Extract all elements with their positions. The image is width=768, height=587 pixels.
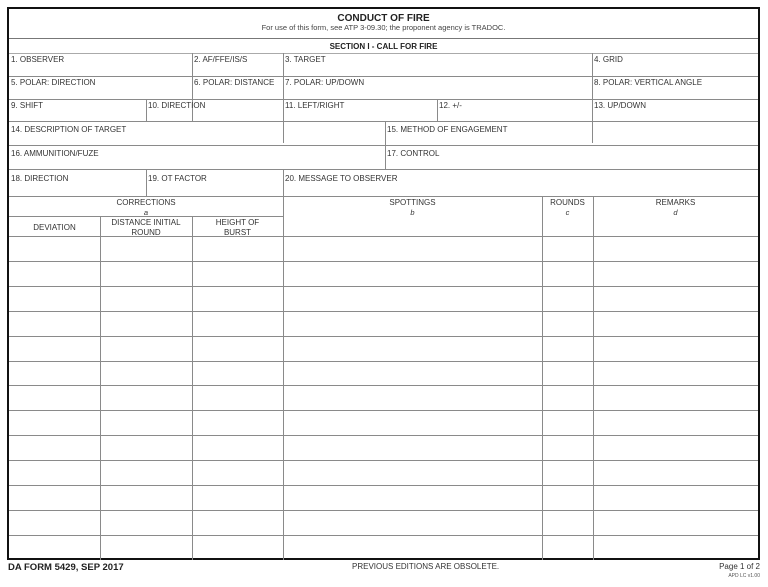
spottings-cell[interactable] xyxy=(283,510,542,535)
height-of-burst-cell[interactable] xyxy=(192,460,283,485)
method-of-engagement-field[interactable] xyxy=(385,121,758,145)
message-to-observer-field[interactable] xyxy=(283,169,758,196)
ot-factor-field[interactable] xyxy=(146,169,283,196)
table-row xyxy=(9,460,758,485)
rounds-cell[interactable] xyxy=(542,261,593,286)
spottings-cell[interactable] xyxy=(283,460,542,485)
spottings-label: SPOTTINGS xyxy=(389,198,436,207)
distance-cell[interactable] xyxy=(100,435,192,460)
deviation-cell[interactable] xyxy=(9,485,100,510)
up-down-label: 13. UP/DOWN xyxy=(594,101,647,110)
distance-cell[interactable] xyxy=(100,336,192,361)
deviation-cell[interactable] xyxy=(9,510,100,535)
shift-field[interactable] xyxy=(9,99,146,121)
deviation-cell[interactable] xyxy=(9,336,100,361)
control-label: 17. CONTROL xyxy=(387,149,440,158)
polar-updown-label: 7. POLAR: UP/DOWN xyxy=(285,78,365,87)
distance-cell[interactable] xyxy=(100,535,192,560)
polar-distance-field[interactable] xyxy=(192,76,283,99)
spottings-cell[interactable] xyxy=(283,485,542,510)
plus-minus-field[interactable] xyxy=(437,99,592,121)
af-ffe-field[interactable] xyxy=(192,53,283,76)
divider xyxy=(9,196,758,197)
table-row xyxy=(9,336,758,361)
distance-cell[interactable] xyxy=(100,311,192,336)
polar-updown-field[interactable] xyxy=(283,76,592,99)
distance-cell[interactable] xyxy=(100,361,192,386)
deviation-cell[interactable] xyxy=(9,535,100,560)
distance-cell[interactable] xyxy=(100,261,192,286)
polar-vertical-angle-label: 8. POLAR: VERTICAL ANGLE xyxy=(594,78,703,87)
table-row xyxy=(9,311,758,336)
ammunition-fuze-field[interactable] xyxy=(9,145,385,169)
height-of-burst-cell[interactable] xyxy=(192,385,283,410)
spottings-cell[interactable] xyxy=(283,236,542,261)
distance-header-line1: DISTANCE INITIAL xyxy=(111,218,181,227)
spottings-cell[interactable] xyxy=(283,336,542,361)
remarks-cell[interactable] xyxy=(593,385,758,410)
table-row xyxy=(9,236,758,261)
deviation-cell[interactable] xyxy=(9,385,100,410)
deviation-cell[interactable] xyxy=(9,435,100,460)
distance-cell[interactable] xyxy=(100,460,192,485)
height-of-burst-cell[interactable] xyxy=(192,535,283,560)
af-ffe-label: 2. AF/FFE/IS/S xyxy=(194,55,248,64)
conduct-of-fire-form xyxy=(7,7,760,560)
rounds-cell[interactable] xyxy=(542,535,593,560)
distance-cell[interactable] xyxy=(100,236,192,261)
spottings-cell[interactable] xyxy=(283,535,542,560)
spottings-cell[interactable] xyxy=(283,385,542,410)
height-of-burst-cell[interactable] xyxy=(192,361,283,386)
distance-cell[interactable] xyxy=(100,510,192,535)
table-row xyxy=(9,485,758,510)
table-row xyxy=(9,510,758,535)
ammunition-fuze-label: 16. AMMUNITION/FUZE xyxy=(11,149,99,158)
spottings-cell[interactable] xyxy=(283,311,542,336)
direction-label: 10. DIRECTION xyxy=(148,101,206,110)
up-down-field[interactable] xyxy=(592,99,758,121)
grid-label: 4. GRID xyxy=(594,55,623,64)
table-row xyxy=(9,361,758,386)
target-label: 3. TARGET xyxy=(285,55,326,64)
distance-cell[interactable] xyxy=(100,485,192,510)
spottings-header xyxy=(283,198,542,218)
remarks-cell[interactable] xyxy=(593,236,758,261)
table-row xyxy=(9,435,758,460)
hob-header-line2: BURST xyxy=(223,228,252,237)
height-of-burst-cell[interactable] xyxy=(192,410,283,435)
remarks-cell[interactable] xyxy=(593,510,758,535)
rounds-cell[interactable] xyxy=(542,236,593,261)
remarks-cell[interactable] xyxy=(593,261,758,286)
polar-vertical-angle-field[interactable] xyxy=(592,76,758,99)
rounds-cell[interactable] xyxy=(542,410,593,435)
height-of-burst-cell[interactable] xyxy=(192,336,283,361)
corrections-header xyxy=(9,198,283,218)
spottings-cell[interactable] xyxy=(283,410,542,435)
remarks-cell[interactable] xyxy=(593,435,758,460)
deviation-cell[interactable] xyxy=(9,361,100,386)
divider xyxy=(9,38,758,39)
direction-18-label: 18. DIRECTION xyxy=(11,174,69,183)
form-id: DA FORM 5429, SEP 2017 xyxy=(8,562,124,573)
polar-direction-field[interactable] xyxy=(9,76,192,99)
rounds-cell[interactable] xyxy=(542,435,593,460)
plus-minus-label: 12. +/- xyxy=(439,101,462,110)
direction-18-field[interactable] xyxy=(9,169,146,196)
polar-direction-label: 5. POLAR: DIRECTION xyxy=(11,78,96,87)
table-row xyxy=(9,385,758,410)
remarks-cell[interactable] xyxy=(593,485,758,510)
ot-factor-label: 19. OT FACTOR xyxy=(148,174,207,183)
remarks-cell[interactable] xyxy=(593,535,758,560)
deviation-cell[interactable] xyxy=(9,286,100,311)
height-of-burst-cell[interactable] xyxy=(192,286,283,311)
deviation-cell[interactable] xyxy=(9,236,100,261)
version: APD LC v1.00 xyxy=(728,573,760,579)
rounds-header xyxy=(542,198,593,218)
rounds-cell[interactable] xyxy=(542,485,593,510)
page-number: Page 1 of 2 xyxy=(719,562,760,571)
rounds-cell[interactable] xyxy=(542,385,593,410)
height-of-burst-cell[interactable] xyxy=(192,236,283,261)
remarks-cell[interactable] xyxy=(593,460,758,485)
height-of-burst-cell[interactable] xyxy=(192,485,283,510)
control-field[interactable] xyxy=(385,145,758,169)
distance-initial-round-header xyxy=(100,218,192,238)
spottings-cell[interactable] xyxy=(283,361,542,386)
grid-field[interactable] xyxy=(592,53,758,76)
remarks-label: REMARKS xyxy=(655,198,696,207)
height-of-burst-cell[interactable] xyxy=(192,435,283,460)
remarks-sub: d xyxy=(673,208,678,217)
remarks-cell[interactable] xyxy=(593,410,758,435)
remarks-header xyxy=(593,198,758,218)
distance-cell[interactable] xyxy=(100,410,192,435)
left-right-label: 11. LEFT/RIGHT xyxy=(285,101,345,110)
obsolete-notice: PREVIOUS EDITIONS ARE OBSOLETE. xyxy=(352,562,500,571)
rounds-label: ROUNDS xyxy=(550,198,585,207)
deviation-header: DEVIATION xyxy=(33,223,76,232)
height-of-burst-cell[interactable] xyxy=(192,261,283,286)
rounds-cell[interactable] xyxy=(542,336,593,361)
deviation-cell[interactable] xyxy=(9,460,100,485)
corrections-label: CORRECTIONS xyxy=(116,198,176,207)
height-of-burst-header xyxy=(192,218,283,238)
distance-header-line2: ROUND xyxy=(131,228,161,237)
height-of-burst-cell[interactable] xyxy=(192,311,283,336)
rounds-cell[interactable] xyxy=(542,460,593,485)
polar-distance-label: 6. POLAR: DISTANCE xyxy=(194,78,275,87)
remarks-cell[interactable] xyxy=(593,336,758,361)
spottings-cell[interactable] xyxy=(283,261,542,286)
method-of-engagement-label: 15. METHOD OF ENGAGEMENT xyxy=(387,125,508,134)
left-right-field[interactable] xyxy=(283,99,437,121)
height-of-burst-cell[interactable] xyxy=(192,510,283,535)
message-to-observer-label: 20. MESSAGE TO OBSERVER xyxy=(285,174,398,183)
target-field[interactable] xyxy=(283,53,592,76)
deviation-cell[interactable] xyxy=(9,311,100,336)
form-subtitle: For use of this form, see ATP 3-09.30; the proponent agency is TRADOC. xyxy=(261,23,506,32)
rounds-sub: c xyxy=(565,208,570,217)
hob-header-line1: HEIGHT OF xyxy=(215,218,260,227)
description-of-target-label: 14. DESCRIPTION OF TARGET xyxy=(11,125,127,134)
direction-field[interactable] xyxy=(146,99,283,121)
corrections-sub: a xyxy=(143,208,149,217)
table-row xyxy=(9,261,758,286)
deviation-cell[interactable] xyxy=(9,261,100,286)
rounds-cell[interactable] xyxy=(542,286,593,311)
shift-label: 9. SHIFT xyxy=(11,101,44,110)
form-title: CONDUCT OF FIRE xyxy=(337,13,430,24)
spottings-sub: b xyxy=(410,208,415,217)
remarks-cell[interactable] xyxy=(593,311,758,336)
remarks-cell[interactable] xyxy=(593,286,758,311)
table-row xyxy=(9,410,758,435)
rounds-cell[interactable] xyxy=(542,510,593,535)
distance-cell[interactable] xyxy=(100,385,192,410)
deviation-cell[interactable] xyxy=(9,410,100,435)
spottings-cell[interactable] xyxy=(283,435,542,460)
distance-cell[interactable] xyxy=(100,286,192,311)
divider xyxy=(9,216,283,217)
spottings-cell[interactable] xyxy=(283,286,542,311)
section-title: SECTION I - CALL FOR FIRE xyxy=(329,42,438,51)
observer-field[interactable] xyxy=(9,53,192,76)
table-row xyxy=(9,286,758,311)
table-row xyxy=(9,535,758,560)
description-of-target-field[interactable] xyxy=(9,121,385,145)
observer-label: 1. OBSERVER xyxy=(11,55,65,64)
remarks-cell[interactable] xyxy=(593,361,758,386)
rounds-cell[interactable] xyxy=(542,311,593,336)
rounds-cell[interactable] xyxy=(542,361,593,386)
